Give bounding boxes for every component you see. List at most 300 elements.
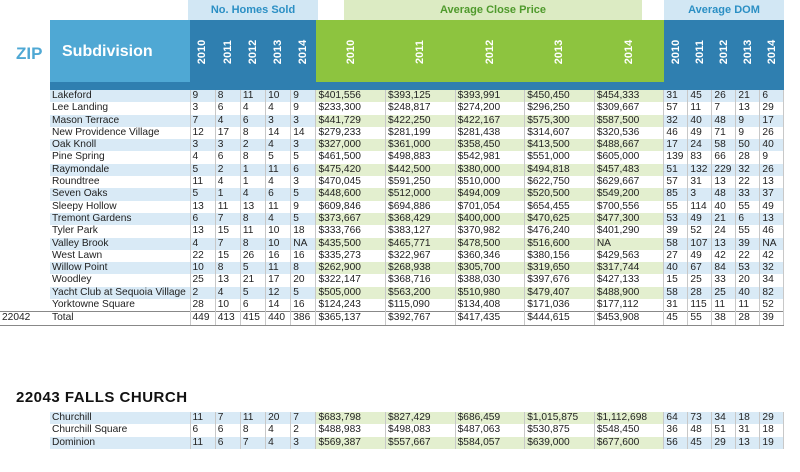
dom-cell: 31 <box>688 176 712 188</box>
dom-cell: 52 <box>688 225 712 237</box>
zip-column-header: ZIP <box>16 44 43 63</box>
homes-sold-cell: 5 <box>291 188 316 200</box>
dom-cell: 26 <box>760 164 784 176</box>
close-price-cell: $274,200 <box>455 102 525 114</box>
close-price-cell: $383,127 <box>386 225 456 237</box>
close-price-cell: $397,676 <box>525 274 595 286</box>
close-price-cell: $444,615 <box>525 312 595 325</box>
homes-sold-cell: 9 <box>190 90 215 102</box>
close-price-cell: $587,500 <box>594 115 664 127</box>
close-price-cell: $520,500 <box>525 188 595 200</box>
close-price-cell: $380,000 <box>455 164 525 176</box>
homes-sold-cell: 3 <box>190 102 215 114</box>
close-price-cell: $281,438 <box>455 127 525 139</box>
close-price-cell: $453,908 <box>594 312 664 325</box>
close-price-cell: $609,846 <box>316 201 386 213</box>
homes-sold-cell: 7 <box>240 437 265 449</box>
homes-sold-cell: 11 <box>240 90 265 102</box>
homes-sold-cell: 6 <box>190 424 215 436</box>
dom-cell: 17 <box>664 139 688 151</box>
close-price-cell: $388,030 <box>455 274 525 286</box>
dom-cell: 34 <box>760 274 784 286</box>
homes-sold-cell: 4 <box>190 151 215 163</box>
dom-cell: 6 <box>760 90 784 102</box>
close-price-cell: $422,167 <box>455 115 525 127</box>
close-price-cell: $512,000 <box>386 188 456 200</box>
subdivision-cell: Lee Landing <box>50 102 190 114</box>
close-price-cell: $413,500 <box>525 139 595 151</box>
subdivision-cell: Roundtree <box>50 176 190 188</box>
zip-cell <box>0 287 50 299</box>
close-price-cell: $654,455 <box>525 201 595 213</box>
dom-cell: 32 <box>760 262 784 274</box>
homes-sold-cell: 20 <box>266 412 291 424</box>
homes-sold-cell: 14 <box>291 127 316 139</box>
close-price-cell: $392,767 <box>386 312 456 325</box>
close-price-cell: $827,429 <box>386 412 456 424</box>
close-price-cell: $317,744 <box>594 262 664 274</box>
subdivision-cell: Raymondale <box>50 164 190 176</box>
year-header-price-2012: 2012 <box>484 39 497 65</box>
table-row <box>0 151 784 163</box>
homes-sold-cell: 9 <box>291 102 316 114</box>
dom-cell: 51 <box>664 164 688 176</box>
homes-sold-group-header: No. Homes Sold <box>188 0 318 20</box>
close-price-cell: $417,435 <box>455 312 525 325</box>
dom-cell: 9 <box>736 115 760 127</box>
close-price-cell: $476,240 <box>525 225 595 237</box>
close-price-cell: $563,200 <box>386 287 456 299</box>
homes-sold-cell: 2 <box>240 139 265 151</box>
subdivision-cell: Dominion <box>50 437 190 449</box>
homes-sold-cell: 10 <box>215 299 240 312</box>
homes-sold-cell: 3 <box>291 139 316 151</box>
dom-cell: 53 <box>664 213 688 225</box>
close-price-cell: $442,500 <box>386 164 456 176</box>
close-price-cell: $575,300 <box>525 115 595 127</box>
dom-cell: 42 <box>760 250 784 262</box>
dom-cell: 45 <box>688 90 712 102</box>
dom-cell: 56 <box>664 437 688 449</box>
dom-cell: 48 <box>712 188 736 200</box>
zip-cell <box>0 213 50 225</box>
homes-sold-cell: 10 <box>266 238 291 250</box>
dom-cell: 40 <box>688 115 712 127</box>
homes-sold-cell: 4 <box>190 238 215 250</box>
close-price-cell: $361,000 <box>386 139 456 151</box>
dom-cell: 22 <box>736 250 760 262</box>
homes-sold-cell: 7 <box>190 115 215 127</box>
close-price-cell: $457,483 <box>594 164 664 176</box>
dom-cell: 85 <box>664 188 688 200</box>
homes-sold-cell: 21 <box>240 274 265 286</box>
homes-sold-cell: 4 <box>240 188 265 200</box>
close-price-cell: $470,045 <box>316 176 386 188</box>
close-price-cell: $115,090 <box>386 299 456 312</box>
dom-cell: NA <box>760 238 784 250</box>
homes-sold-cell: 3 <box>291 176 316 188</box>
homes-sold-cell: 6 <box>240 299 265 312</box>
banner-chevron <box>50 82 784 90</box>
homes-sold-cell: 386 <box>291 312 316 325</box>
close-price-cell: $1,015,875 <box>525 412 595 424</box>
dom-cell: 28 <box>688 287 712 299</box>
dom-cell: 3 <box>688 188 712 200</box>
section-heading-22043: 22043 FALLS CHURCH <box>16 389 188 406</box>
homes-sold-cell: 16 <box>291 299 316 312</box>
homes-sold-cell: 415 <box>240 312 265 325</box>
homes-sold-cell: 15 <box>215 225 240 237</box>
dom-cell: 40 <box>712 201 736 213</box>
homes-sold-cell: 15 <box>215 250 240 262</box>
dom-cell: 20 <box>736 274 760 286</box>
zip-cell <box>0 176 50 188</box>
homes-sold-cell: 25 <box>190 274 215 286</box>
close-price-cell: $479,407 <box>525 287 595 299</box>
dom-cell: 58 <box>712 139 736 151</box>
close-price-cell: $477,300 <box>594 213 664 225</box>
homes-sold-cell: 9 <box>291 201 316 213</box>
homes-sold-cell: 8 <box>240 213 265 225</box>
dom-cell: 31 <box>736 424 760 436</box>
close-price-cell: $401,290 <box>594 225 664 237</box>
close-price-cell: $450,450 <box>525 90 595 102</box>
homes-sold-cell: 4 <box>215 287 240 299</box>
close-price-cell: $368,429 <box>386 213 456 225</box>
homes-sold-cell: 14 <box>266 127 291 139</box>
zip-cell <box>0 164 50 176</box>
dom-cell: 28 <box>736 312 760 325</box>
subdivision-cell: Lakeford <box>50 90 190 102</box>
homes-sold-cell: 7 <box>291 412 316 424</box>
table-row <box>0 90 784 102</box>
close-price-cell: $677,600 <box>594 437 664 449</box>
subdivision-cell: Sleepy Hollow <box>50 201 190 213</box>
close-price-cell: $309,667 <box>594 102 664 114</box>
close-price-cell: $510,980 <box>455 287 525 299</box>
subdivision-cell: Oak Knoll <box>50 139 190 151</box>
close-price-cell: $380,156 <box>525 250 595 262</box>
homes-sold-cell: 6 <box>215 102 240 114</box>
homes-sold-cell: 8 <box>240 127 265 139</box>
close-price-cell: $478,500 <box>455 238 525 250</box>
dom-cell: 25 <box>712 287 736 299</box>
year-header-dom-2012: 2012 <box>718 39 731 65</box>
homes-sold-cell: 3 <box>291 437 316 449</box>
dom-cell: 84 <box>712 262 736 274</box>
close-price-cell: $549,200 <box>594 188 664 200</box>
year-header-homes-2014: 2014 <box>297 39 310 65</box>
table-22042 <box>0 90 784 326</box>
zip-cell <box>0 274 50 286</box>
dom-cell: 29 <box>712 437 736 449</box>
close-price-cell: $488,983 <box>316 424 386 436</box>
table-row <box>0 250 784 262</box>
year-header-dom-2013: 2013 <box>742 39 755 65</box>
homes-sold-cell: 16 <box>291 250 316 262</box>
homes-sold-cell: 11 <box>215 201 240 213</box>
subdivision-cell: Seven Oaks <box>50 188 190 200</box>
homes-sold-cell: 6 <box>215 151 240 163</box>
close-price-cell: $505,000 <box>316 287 386 299</box>
close-price-cell: $400,000 <box>455 213 525 225</box>
homes-sold-cell: 8 <box>240 424 265 436</box>
close-price-cell: $360,346 <box>455 250 525 262</box>
dom-cell: 58 <box>664 287 688 299</box>
dom-cell: 28 <box>736 151 760 163</box>
dom-cell: 24 <box>688 139 712 151</box>
dom-cell: 9 <box>760 151 784 163</box>
close-price-cell: $510,000 <box>455 176 525 188</box>
table-row <box>0 213 784 225</box>
homes-sold-cell: 4 <box>240 102 265 114</box>
table-row <box>0 176 784 188</box>
close-price-cell: $322,147 <box>316 274 386 286</box>
homes-sold-cell: 7 <box>215 238 240 250</box>
close-price-cell: $530,875 <box>525 424 595 436</box>
dom-cell: 21 <box>736 90 760 102</box>
homes-sold-cell: 14 <box>266 299 291 312</box>
homes-sold-cell: 20 <box>291 274 316 286</box>
close-price-cell: $686,459 <box>455 412 525 424</box>
dom-cell: 31 <box>664 90 688 102</box>
table-row <box>0 102 784 114</box>
close-price-cell: $370,982 <box>455 225 525 237</box>
dom-cell: 42 <box>712 250 736 262</box>
table-row <box>0 287 784 299</box>
close-price-cell: $322,967 <box>386 250 456 262</box>
homes-sold-cell: 8 <box>240 238 265 250</box>
close-price-group-header: Average Close Price <box>344 0 642 20</box>
dom-group-header: Average DOM <box>664 0 784 20</box>
dom-cell: 46 <box>664 127 688 139</box>
table-row <box>0 115 784 127</box>
homes-sold-cell: 4 <box>215 176 240 188</box>
zip-cell <box>0 151 50 163</box>
close-price-cell: $700,556 <box>594 201 664 213</box>
homes-sold-cell: 17 <box>215 127 240 139</box>
close-price-cell: $177,112 <box>594 299 664 312</box>
homes-sold-cell: 5 <box>190 188 215 200</box>
homes-sold-cell: 4 <box>266 437 291 449</box>
homes-sold-cell: 4 <box>266 213 291 225</box>
close-price-cell: $314,607 <box>525 127 595 139</box>
close-price-cell: $429,563 <box>594 250 664 262</box>
close-price-cell: $134,408 <box>455 299 525 312</box>
homes-sold-cell: 4 <box>215 115 240 127</box>
homes-sold-cell: 440 <box>266 312 291 325</box>
homes-sold-cell: 5 <box>240 262 265 274</box>
zip-cell <box>0 437 50 449</box>
dom-cell: 39 <box>664 225 688 237</box>
close-price-cell: $268,938 <box>386 262 456 274</box>
dom-cell: 9 <box>736 127 760 139</box>
close-price-cell: $454,333 <box>594 90 664 102</box>
homes-sold-cell: 1 <box>240 164 265 176</box>
close-price-cell: $327,000 <box>316 139 386 151</box>
close-price-cell: $358,450 <box>455 139 525 151</box>
dom-cell: 26 <box>760 127 784 139</box>
subdivision-cell: Mason Terrace <box>50 115 190 127</box>
homes-sold-cell: 13 <box>240 201 265 213</box>
dom-cell: 32 <box>736 164 760 176</box>
table-row <box>0 274 784 286</box>
dom-cell: 36 <box>664 424 688 436</box>
close-price-cell: $320,536 <box>594 127 664 139</box>
close-price-cell: $542,981 <box>455 151 525 163</box>
close-price-cell: $435,500 <box>316 238 386 250</box>
subdivision-cell: Tyler Park <box>50 225 190 237</box>
dom-cell: 71 <box>712 127 736 139</box>
close-price-cell: $441,729 <box>316 115 386 127</box>
homes-sold-cell: 2 <box>215 164 240 176</box>
homes-sold-cell: 5 <box>266 151 291 163</box>
dom-cell: 33 <box>736 188 760 200</box>
dom-cell: 33 <box>712 274 736 286</box>
dom-cell: 27 <box>664 250 688 262</box>
close-price-cell: $262,900 <box>316 262 386 274</box>
homes-sold-cell: 3 <box>266 115 291 127</box>
close-price-cell: $365,137 <box>316 312 386 325</box>
dom-cell: 11 <box>736 299 760 312</box>
close-price-cell: $233,300 <box>316 102 386 114</box>
subdivision-cell: Churchill Square <box>50 424 190 436</box>
homes-sold-cell: NA <box>291 238 316 250</box>
close-price-cell: $569,387 <box>316 437 386 449</box>
close-price-cell: $498,083 <box>386 424 456 436</box>
homes-sold-cell: 11 <box>266 262 291 274</box>
homes-sold-cell: 10 <box>190 262 215 274</box>
close-price-cell: $279,233 <box>316 127 386 139</box>
table-22043 <box>0 412 784 449</box>
dom-cell: 139 <box>664 151 688 163</box>
homes-sold-cell: 8 <box>215 90 240 102</box>
dom-cell: 45 <box>664 312 688 325</box>
dom-cell: 53 <box>736 262 760 274</box>
subdivision-cell: New Providence Village <box>50 127 190 139</box>
homes-sold-cell: 3 <box>215 139 240 151</box>
dom-cell: 49 <box>688 127 712 139</box>
zip-cell <box>0 225 50 237</box>
zip-cell <box>0 238 50 250</box>
homes-sold-cell: 449 <box>190 312 215 325</box>
homes-sold-cell: 3 <box>291 115 316 127</box>
dom-cell: 25 <box>688 274 712 286</box>
close-price-cell: $335,273 <box>316 250 386 262</box>
homes-sold-cell: 5 <box>291 151 316 163</box>
homes-sold-cell: 13 <box>215 274 240 286</box>
homes-sold-cell: 6 <box>215 437 240 449</box>
homes-sold-cell: 7 <box>215 213 240 225</box>
homes-sold-cell: 6 <box>240 115 265 127</box>
close-price-cell: $319,650 <box>525 262 595 274</box>
homes-sold-cell: 22 <box>190 250 215 262</box>
homes-sold-cell: 2 <box>190 287 215 299</box>
close-price-cell: $1,112,698 <box>594 412 664 424</box>
table-row <box>0 201 784 213</box>
dom-cell: 83 <box>688 151 712 163</box>
zip-cell <box>0 102 50 114</box>
close-price-cell: $494,009 <box>455 188 525 200</box>
homes-sold-cell: 4 <box>266 424 291 436</box>
homes-sold-cell: 6 <box>266 188 291 200</box>
homes-sold-cell: 9 <box>291 90 316 102</box>
close-price-cell: $401,556 <box>316 90 386 102</box>
subdivision-cell: Valley Brook <box>50 238 190 250</box>
dom-cell: 11 <box>712 299 736 312</box>
table-row <box>0 139 784 151</box>
homes-sold-cell: 8 <box>240 151 265 163</box>
table-row <box>0 262 784 274</box>
subdivision-cell: Yorktowne Square <box>50 299 190 312</box>
zip-cell <box>0 90 50 102</box>
dom-cell: 11 <box>688 102 712 114</box>
close-price-cell: $488,900 <box>594 287 664 299</box>
subdivision-cell: Woodley <box>50 274 190 286</box>
dom-cell: 132 <box>688 164 712 176</box>
dom-cell: 32 <box>664 115 688 127</box>
close-price-cell: $470,625 <box>525 213 595 225</box>
zip-cell <box>0 139 50 151</box>
homes-sold-cell: 11 <box>190 176 215 188</box>
homes-sold-cell: 11 <box>240 225 265 237</box>
subdivision-cell: Churchill <box>50 412 190 424</box>
zip-cell <box>0 412 50 424</box>
dom-cell: 39 <box>736 238 760 250</box>
dom-cell: 13 <box>760 213 784 225</box>
close-price-cell: $557,667 <box>386 437 456 449</box>
dom-cell: 57 <box>664 102 688 114</box>
close-price-cell: $701,054 <box>455 201 525 213</box>
close-price-cell: $639,000 <box>525 437 595 449</box>
dom-cell: 22 <box>736 176 760 188</box>
zip-cell: 22042 <box>0 312 50 325</box>
homes-sold-cell: 11 <box>240 412 265 424</box>
close-price-cell: $248,817 <box>386 102 456 114</box>
homes-sold-cell: 12 <box>190 127 215 139</box>
close-price-cell: $584,057 <box>455 437 525 449</box>
dom-cell: 34 <box>712 412 736 424</box>
dom-cell: 13 <box>712 176 736 188</box>
homes-sold-cell: 28 <box>190 299 215 312</box>
year-header-dom-2010: 2010 <box>670 39 683 65</box>
dom-cell: 115 <box>688 299 712 312</box>
close-price-cell: $461,500 <box>316 151 386 163</box>
homes-sold-cell: 6 <box>215 424 240 436</box>
homes-sold-cell: 8 <box>291 262 316 274</box>
close-price-cell: $551,000 <box>525 151 595 163</box>
close-price-cell: $694,886 <box>386 201 456 213</box>
close-price-cell: $605,000 <box>594 151 664 163</box>
homes-sold-cell: 8 <box>215 262 240 274</box>
dom-cell: 114 <box>688 201 712 213</box>
dom-cell: 18 <box>760 424 784 436</box>
dom-cell: 19 <box>760 437 784 449</box>
close-price-cell: $124,243 <box>316 299 386 312</box>
homes-sold-cell: 11 <box>190 437 215 449</box>
dom-cell: 46 <box>760 225 784 237</box>
homes-sold-cell: 1 <box>240 176 265 188</box>
close-price-cell: $683,798 <box>316 412 386 424</box>
zip-cell <box>0 115 50 127</box>
homes-sold-cell: 12 <box>266 287 291 299</box>
close-price-cell: $373,667 <box>316 213 386 225</box>
table-row <box>0 299 784 312</box>
year-header-homes-2011: 2011 <box>221 40 234 64</box>
close-price-cell: $368,716 <box>386 274 456 286</box>
dom-cell: 67 <box>688 262 712 274</box>
table-row <box>0 225 784 237</box>
